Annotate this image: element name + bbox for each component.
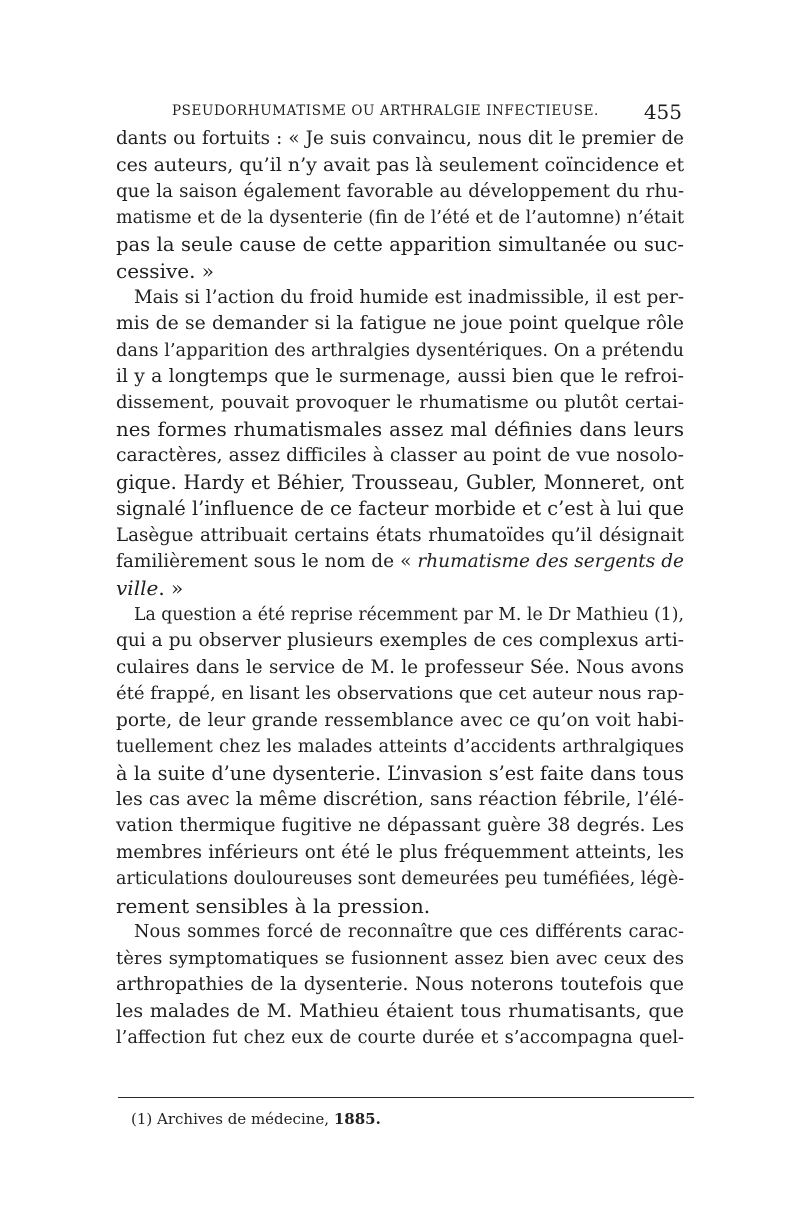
text-line: culaires dans le service de M. le professeur Sée. Nous avons: [116, 656, 684, 678]
text-line: signalé l’influence de ce facteur morbide et c’est à lui que: [116, 497, 684, 521]
text-line: tuellement chez les malades atteints d’accidents arthralgiques: [116, 737, 684, 758]
text-line: mis de se demander si la fatigue ne joue point quelque rôle: [116, 313, 684, 335]
body-text: [116, 126, 684, 1051]
text-line: dants ou fortuits : « Je suis convaincu, nous dit le premier de: [116, 128, 684, 149]
text-line: matisme et de la dysenterie (fin de l’été et de l’automne) n’était: [116, 208, 684, 229]
text-segment: . »: [158, 576, 184, 601]
text-line: été frappé, en lisant les observations que cet auteur nous rap-: [116, 683, 685, 705]
text-line: à la suite d’une dysenterie. L’invasion s’est faite dans tous: [116, 761, 684, 785]
text-line: Lasègue attribuait certains états rhumatoïdes qu’il désignait: [116, 524, 684, 546]
footnote-marker: (1): [131, 1110, 153, 1128]
footnote-text: Archives de médecine,: [157, 1110, 330, 1128]
running-head: [172, 100, 682, 124]
text-line: arthropathies de la dysenterie. Nous noterons toutefois que: [116, 974, 684, 995]
italic-quote: rhumatisme des sergents de: [417, 551, 684, 572]
text-line: les malades de M. Mathieu étaient tous rhumatisants, que: [116, 1000, 684, 1023]
text-line: qui a pu observer plusieurs exemples de ces complexus arti-: [116, 630, 684, 652]
text-line: que la saison également favorable au développement du rhu-: [116, 180, 684, 202]
page-number: 455: [643, 100, 682, 124]
italic-quote: ville: [116, 576, 159, 601]
footnote: [131, 1110, 381, 1128]
text-line: rement sensibles à la pression.: [116, 893, 431, 918]
paragraph-start-line: Mais si l’action du froid humide est inadmissible, il est per-: [134, 286, 684, 308]
text-line: pas la seule cause de cette apparition simultanée ou suc-: [116, 232, 684, 256]
text-line: dans l’apparition des arthralgies dysentériques. On a prétendu: [116, 340, 684, 361]
text-line: caractères, assez difficiles à classer au point de vue nosolo-: [116, 445, 684, 467]
text-segment: familièrement sous le nom de «: [116, 551, 418, 572]
text-line: porte, de leur grande ressemblance avec ce qu’on voit habi-: [116, 709, 684, 731]
text-line: les cas avec la même discrétion, sans réaction fébrile, l’élé-: [116, 788, 684, 810]
text-line: [116, 575, 684, 601]
paragraph-start-line: Nous sommes forcé de reconnaître que ces différents carac-: [134, 922, 684, 943]
text-line: vation thermique fugitive ne dépassant guère 38 degrés. Les: [116, 815, 684, 837]
text-line: il y a longtemps que le surmenage, aussi bien que le refroi-: [116, 365, 684, 387]
text-line: nes formes rhumatismales assez mal définies dans leurs: [116, 417, 684, 441]
text-line: gique. Hardy et Béhier, Trousseau, Gubler, Monneret, ont: [116, 470, 684, 494]
text-line: l’affection fut chez eux de courte durée et s’accompagna quel-: [116, 1027, 684, 1048]
text-line: tères symptomatiques se fusionnent assez bien avec ceux des: [116, 947, 684, 969]
text-line: membres inférieurs ont été le plus fréquemment atteints, les: [116, 841, 684, 863]
footnote-divider: [118, 1097, 694, 1098]
paragraph-start-line: La question a été reprise récemment par M. le Dr Mathieu (1),: [134, 604, 684, 625]
footnote-year: 1885.: [333, 1110, 381, 1128]
running-title: PSEUDORHUMATISME OU ARTHRALGIE INFECTIEUSE.: [172, 103, 599, 119]
text-line: [116, 549, 684, 575]
text-line: articulations douloureuses sont demeurées peu tuméfiées, légè-: [116, 869, 685, 890]
text-line: cessive. »: [116, 259, 215, 284]
text-line: dissement, pouvait provoquer le rhumatisme ou plutôt certai-: [116, 392, 684, 414]
text-line: ces auteurs, qu’il n’y avait pas là seulement coïncidence et: [116, 154, 685, 177]
